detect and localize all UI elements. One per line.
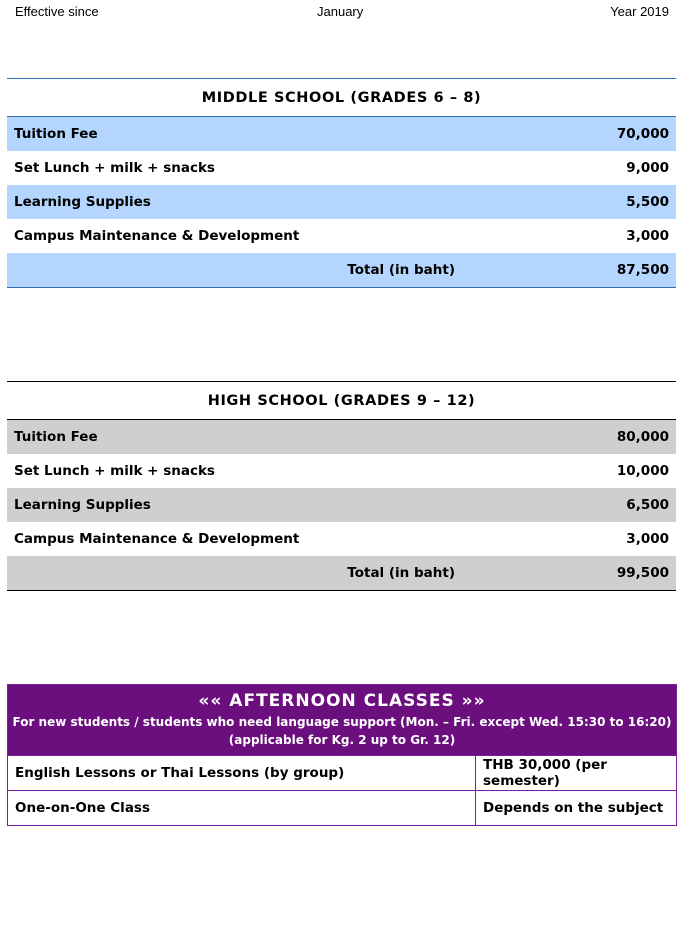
middle-school-fee-table [7,78,676,288]
table-row [8,756,677,791]
table-row [7,117,676,152]
fee-label: Learning Supplies [7,185,462,219]
fee-label: Campus Maintenance & Development [14,228,300,244]
fee-amount: 9,000 [626,160,669,176]
fee-label: Tuition Fee [7,420,462,455]
effective-year: Year 2019 [610,4,669,19]
fee-amount: 5,500 [462,185,676,219]
class-label: One-on-One Class [8,791,476,826]
afternoon-subtitle: For new students / students who need language support (Mon. – Fri. except Wed. 15:30 to 16:20) [12,715,672,729]
total-label: Total (in baht) [7,253,462,288]
fee-amount: 3,000 [626,531,669,547]
table-row [7,219,676,253]
total-row [7,253,676,288]
table-row [8,791,677,826]
class-price: THB 30,000 (per semester) [476,756,677,791]
fee-amount: 6,500 [462,488,676,522]
middle-school-title: MIDDLE SCHOOL (GRADES 6 – 8) [7,79,676,117]
high-school-fee-table [7,381,676,591]
total-amount: 87,500 [462,253,676,288]
table-row [7,151,676,185]
table-row [7,454,676,488]
table-title-row [7,382,676,420]
afternoon-header-row [8,685,677,756]
fee-amount: 70,000 [462,117,676,152]
page-header [15,4,669,20]
table-row [7,185,676,219]
fee-label: Set Lunch + milk + snacks [14,160,215,176]
fee-label: Campus Maintenance & Development [14,531,300,547]
table-row [7,420,676,455]
total-label: Total (in baht) [7,556,462,591]
table-row [7,488,676,522]
table-row [7,522,676,556]
fee-label: Tuition Fee [7,117,462,152]
fee-label: Set Lunch + milk + snacks [14,463,215,479]
afternoon-title: «« AFTERNOON CLASSES »» [198,691,486,711]
afternoon-applicability: (applicable for Kg. 2 up to Gr. 12) [228,733,456,747]
class-label: English Lessons or Thai Lessons (by group) [8,756,476,791]
effective-since-label: Effective since [15,4,99,19]
afternoon-header [8,685,677,756]
fee-amount: 80,000 [462,420,676,455]
total-row [7,556,676,591]
fee-amount: 10,000 [616,463,669,479]
table-title-row [7,79,676,117]
total-amount: 99,500 [462,556,676,591]
afternoon-classes-table [7,684,677,826]
effective-month: January [317,4,364,19]
fee-amount: 3,000 [626,228,669,244]
high-school-title: HIGH SCHOOL (GRADES 9 – 12) [7,382,676,420]
fee-label: Learning Supplies [7,488,462,522]
class-price: Depends on the subject [476,791,677,826]
